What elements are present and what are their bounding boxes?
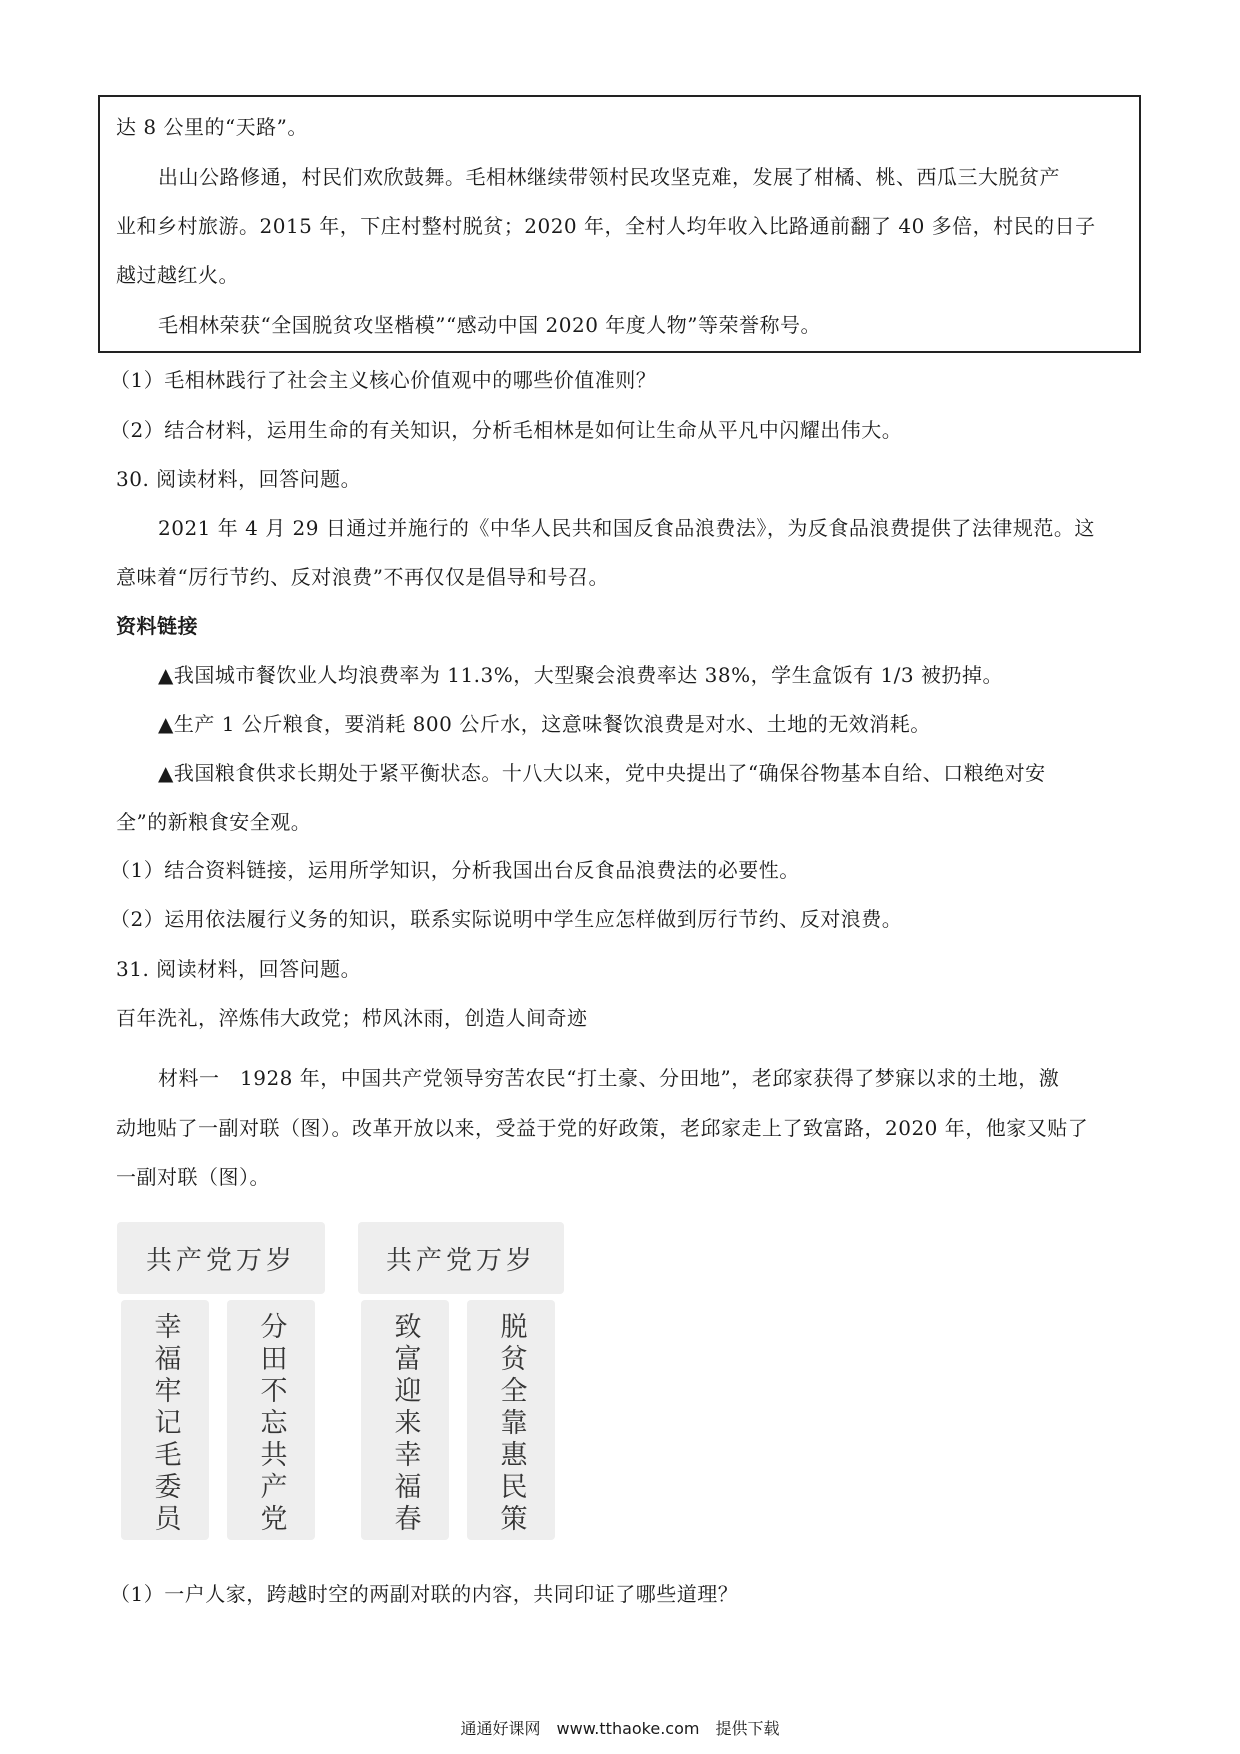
couplet-left-scroll (121, 1300, 209, 1540)
couplet-text: 致富迎来幸福春 (389, 1312, 421, 1536)
couplet-horizontal-scroll: 共产党万岁 (358, 1222, 564, 1294)
q30-sub2: （2）运用依法履行义务的知识，联系实际说明中学生应怎样做到厉行节约、反对浪费。 (110, 907, 903, 931)
material-line: 毛相林荣获“全国脱贫攻坚楷模”“感动中国 2020 年度人物”等荣誉称号。 (158, 313, 822, 337)
q30-sub1: （1）结合资料链接，运用所学知识，分析我国出台反食品浪费法的必要性。 (110, 858, 800, 882)
q30-intro: 意味着“厉行节约、反对浪费”不再仅仅是倡导和号召。 (116, 565, 609, 589)
q31-sub1: （1）一户人家，跨越时空的两副对联的内容，共同印证了哪些道理？ (110, 1582, 739, 1606)
couplet-text: 分田不忘共产党 (255, 1312, 287, 1536)
couplet-horizontal-scroll: 共产党万岁 (117, 1222, 325, 1294)
q29-sub1: （1）毛相林践行了社会主义核心价值观中的哪些价值准则？ (110, 368, 657, 392)
q30-bullet: ▲我国粮食供求长期处于紧平衡状态。十八大以来，党中央提出了“确保谷物基本自给、口粮绝对安 (158, 761, 1046, 785)
q30-link-heading: 资料链接 (116, 614, 198, 638)
q30-title: 30. 阅读材料，回答问题。 (116, 467, 362, 491)
q30-intro: 2021 年 4 月 29 日通过并施行的《中华人民共和国反食品浪费法》，为反食品浪费提供了法律规范。这 (158, 516, 1095, 540)
material-line: 出山公路修通，村民们欢欣鼓舞。毛相林继续带领村民攻坚克难，发展了柑橘、桃、西瓜三大脱贫产 (158, 165, 1060, 189)
material-line: 业和乡村旅游。2015 年，下庄村整村脱贫；2020 年，全村人均年收入比路通前翻了 40 多倍，村民的日子 (116, 214, 1096, 238)
q31-title: 31. 阅读材料，回答问题。 (116, 957, 362, 981)
couplet-right-scroll (467, 1300, 555, 1540)
couplet-left-scroll (361, 1300, 449, 1540)
q30-bullet: 全”的新粮食安全观。 (116, 810, 312, 834)
page-footer: 通通好课网 www.tthaoke.com 提供下载 (460, 1719, 780, 1738)
q31-material1: 材料一 1928 年，中国共产党领导穷苦农民“打土豪、分田地”，老邱家获得了梦寐以求的土地，激 (158, 1066, 1060, 1090)
couplet-right-scroll (227, 1300, 315, 1540)
q31-material1: 一副对联（图）。 (116, 1165, 270, 1189)
q31-material1: 动地贴了一副对联（图）。改革开放以来，受益于党的好政策，老邱家走上了致富路，2020 年，他家又贴了 (116, 1116, 1089, 1140)
material-line: 越过越红火。 (116, 263, 239, 287)
q31-subtitle: 百年洗礼，淬炼伟大政党；栉风沐雨，创造人间奇迹 (116, 1006, 588, 1030)
couplet-text: 脱贫全靠惠民策 (495, 1312, 527, 1536)
couplet-text: 幸福牢记毛委员 (149, 1312, 181, 1536)
q30-bullet: ▲我国城市餐饮业人均浪费率为 11.3%，大型聚会浪费率达 38%，学生盒饭有 1/3 被扔掉。 (158, 663, 1003, 687)
q29-sub2: （2）结合材料，运用生命的有关知识，分析毛相林是如何让生命从平凡中闪耀出伟大。 (110, 418, 903, 442)
q30-bullet: ▲生产 1 公斤粮食，要消耗 800 公斤水，这意味餐饮浪费是对水、土地的无效消耗。 (158, 712, 931, 736)
material-line: 达 8 公里的“天路”。 (116, 115, 308, 139)
